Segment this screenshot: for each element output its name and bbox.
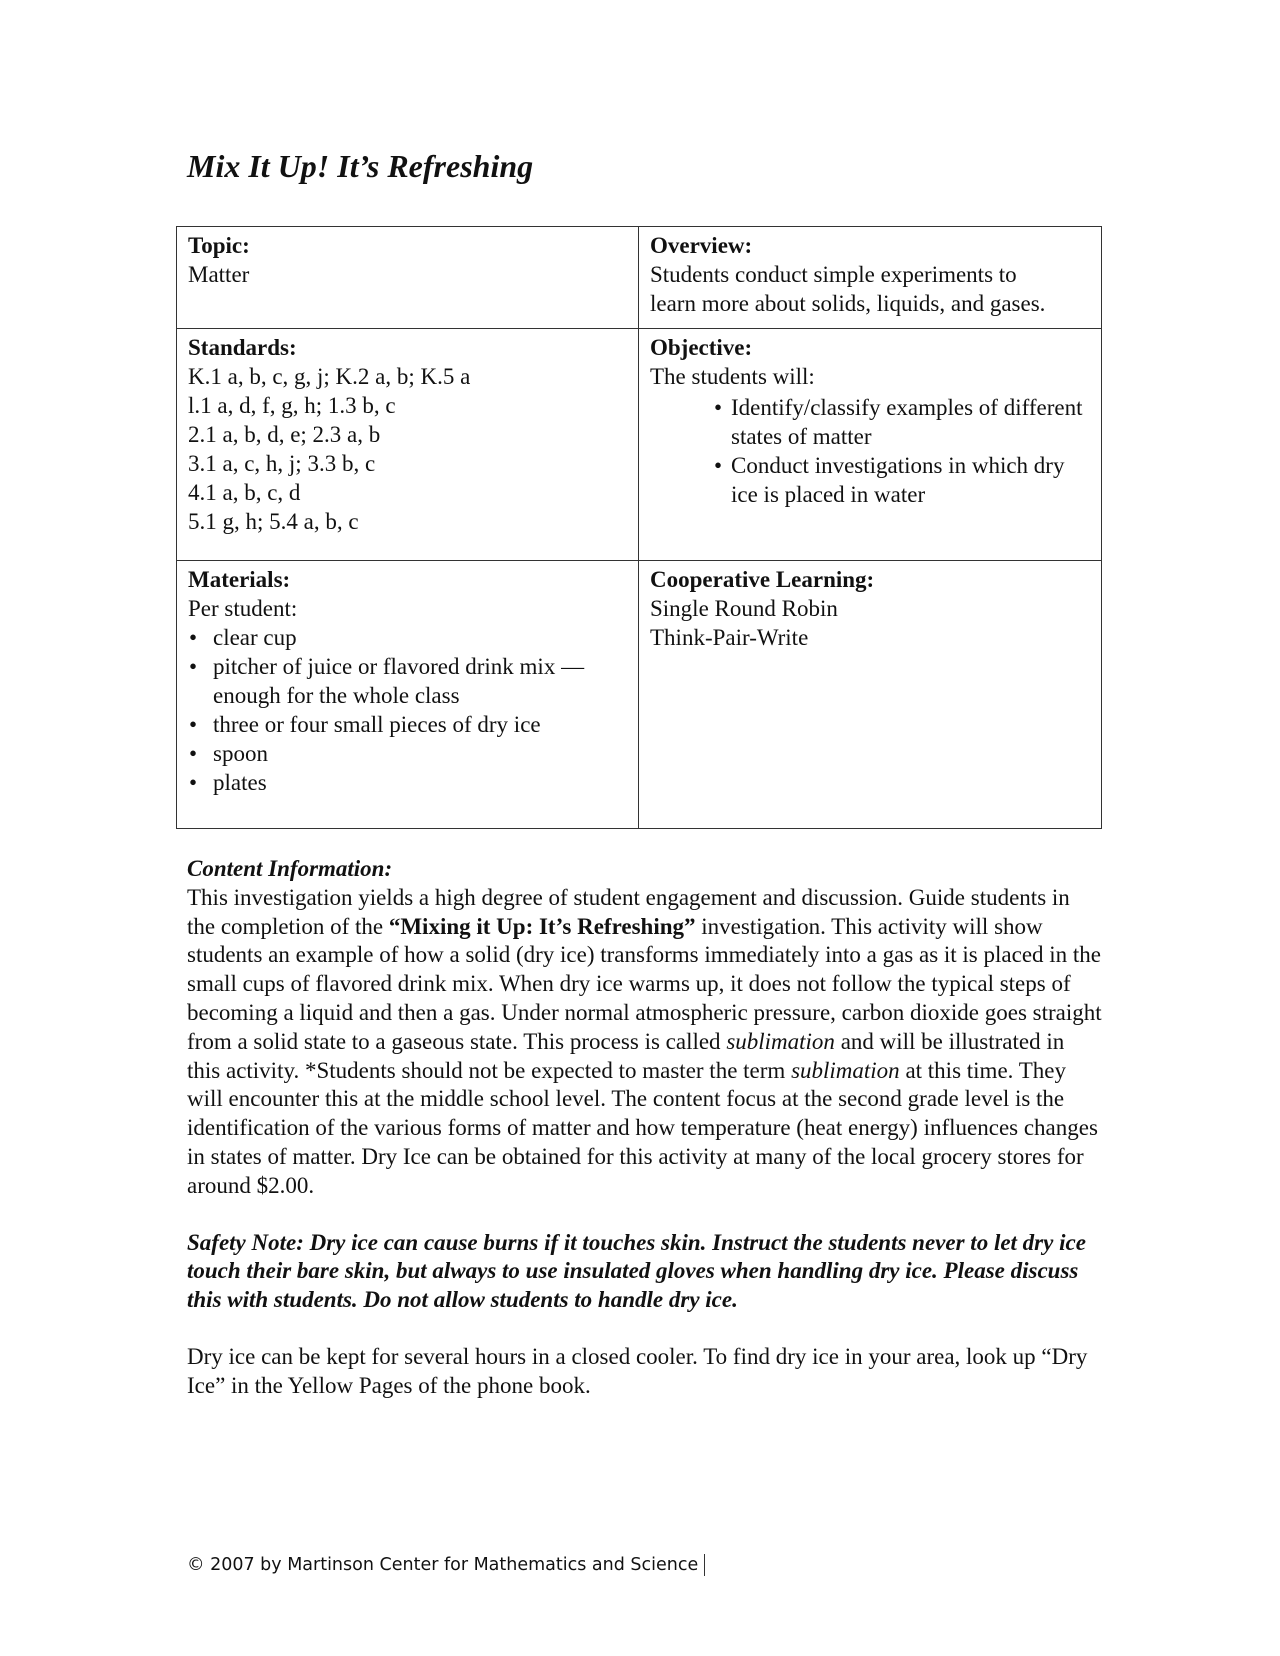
standards-line: K.1 a, b, c, g, j; K.2 a, b; K.5 a xyxy=(188,364,471,389)
material-item: • plates xyxy=(213,768,627,797)
standards-line: 2.1 a, b, d, e; 2.3 a, b xyxy=(188,422,381,447)
objective-list xyxy=(650,393,1090,509)
materials-list xyxy=(188,623,627,797)
standards-line: 3.1 a, c, h, j; 3.3 b, c xyxy=(188,451,376,476)
content-text: This investigation yields a high degree of student engagement and discussion. Guide students in the completion of the xyxy=(187,884,1070,939)
standards-line: 4.1 a, b, c, d xyxy=(188,480,301,505)
safety-note: Safety Note: Dry ice can cause burns if it touches skin. Instruct the students never to let dry ice touch their bare skin, but always to use insulated gloves when handling dry ice. Please discuss this with students. Do not allow students to handle dry ice. xyxy=(187,1229,1086,1313)
objective-cell xyxy=(639,329,1102,561)
topic-cell xyxy=(177,227,639,329)
objective-item: • Conduct investigations in which dry ice is placed in water xyxy=(714,451,1090,509)
material-item: • pitcher of juice or flavored drink mix — enough for the whole class xyxy=(213,652,627,710)
standards-cell xyxy=(177,329,639,561)
materials-label: Materials: xyxy=(188,567,291,592)
material-item: • three or four small pieces of dry ice xyxy=(213,710,627,739)
term-sublimation: sublimation xyxy=(726,1028,835,1054)
investigation-name: “Mixing it Up: It’s Refreshing” xyxy=(388,913,696,939)
term-sublimation: sublimation xyxy=(791,1057,900,1083)
material-item: • spoon xyxy=(213,739,627,768)
content-information xyxy=(187,855,1102,1401)
content-text: at this time. They will encounter this at the middle school level. The content focus at the second grade level is the identification of the various forms of matter and how temperature (heat energy) influences changes in states of matter. Dry Ice can be obtained for this activity at many of the local grocery stores for around $2.00. xyxy=(187,1057,1098,1198)
content-paragraph xyxy=(187,884,1102,1201)
overview-line: Students conduct simple experiments to xyxy=(650,262,1017,287)
materials-intro: Per student: xyxy=(188,596,298,621)
standards-label: Standards: xyxy=(188,335,297,360)
cooperative-cell xyxy=(639,561,1102,829)
topic-value: Matter xyxy=(188,262,250,287)
cooperative-line: Single Round Robin xyxy=(650,596,838,621)
content-text: and will be illustrated in this activity. *Students should not be expected to master the term xyxy=(187,1028,1065,1083)
overview-line: learn more about solids, liquids, and gases. xyxy=(650,291,1046,316)
objective-item: • Identify/classify examples of different states of matter xyxy=(714,393,1090,451)
cooperative-line: Think-Pair-Write xyxy=(650,625,809,650)
cooperative-label: Cooperative Learning: xyxy=(650,567,875,592)
page-title: Mix It Up! It’s Refreshing xyxy=(187,148,534,184)
dry-ice-paragraph: Dry ice can be kept for several hours in a closed cooler. To find dry ice in your area, look up “Dry Ice” in the Yellow Pages of the phone book. xyxy=(187,1343,1088,1398)
standards-line: l.1 a, d, f, g, h; 1.3 b, c xyxy=(188,393,396,418)
content-heading: Content Information: xyxy=(187,856,393,881)
materials-cell xyxy=(177,561,639,829)
topic-label: Topic: xyxy=(188,233,250,258)
footer-copyright: © 2007 by Martinson Center for Mathematics and Science xyxy=(187,1554,705,1576)
overview-label: Overview: xyxy=(650,233,753,258)
overview-cell xyxy=(639,227,1102,329)
objective-label: Objective: xyxy=(650,335,753,360)
objective-intro: The students will: xyxy=(650,364,815,389)
material-item: • clear cup xyxy=(213,623,627,652)
content-text: investigation. This activity will show students an example of how a solid (dry ice) transforms immediately into a gas as it is placed in the small cups of flavored drink mix. When dry ice warms up, it does not follow the typical steps of becoming a liquid and then a gas. Under normal atmospheric pressure, carbon dioxide goes straight from a solid state to a gaseous state. This process is called xyxy=(187,913,1102,1054)
standards-line: 5.1 g, h; 5.4 a, b, c xyxy=(188,509,359,534)
lesson-info-table xyxy=(176,226,1102,829)
